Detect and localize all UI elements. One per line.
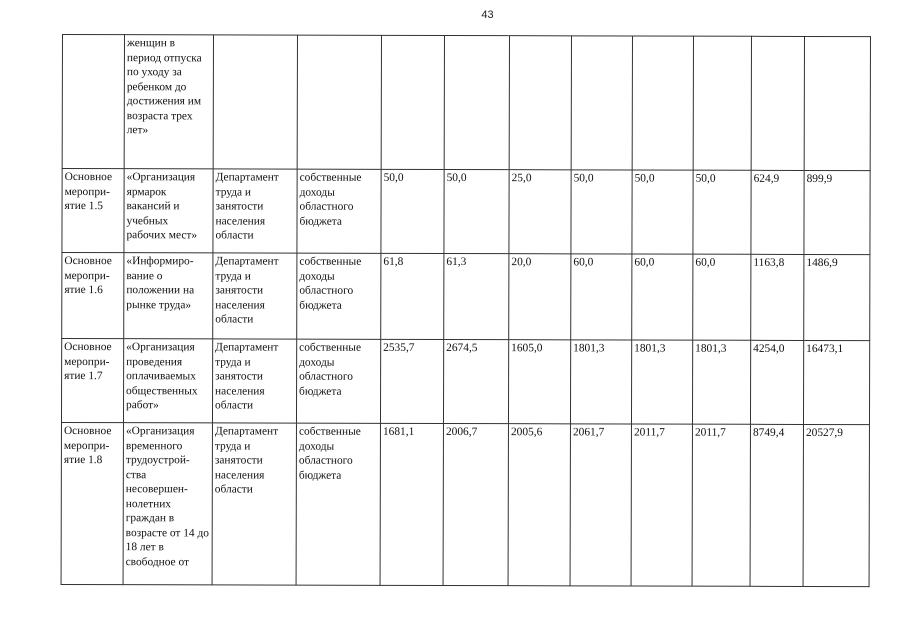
value-cell: 50,0 [381,169,444,253]
value-cell [804,36,870,170]
table-row [62,169,870,255]
value-cell: 60,0 [693,254,751,340]
value-cell: 60,0 [571,254,632,340]
activity-code-cell: Основное меропри-ятие 1.7 [61,339,123,423]
value-cell [381,35,444,169]
executor-cell: Департамент труда и занятости населения области [213,253,297,339]
value-cell [509,36,571,170]
value-cell: 60,0 [632,254,693,340]
value-cell: 1681,1 [380,423,443,585]
value-cell: 2011,7 [631,424,692,586]
value-cell: 2005,6 [508,424,570,586]
value-cell: 2535,7 [380,339,443,423]
activity-code-cell [62,35,124,169]
value-cell: 1801,3 [692,340,750,424]
funding-source-cell: собственные доходы областного бюджета [296,423,380,585]
funding-source-cell: собственные доходы областного бюджета [297,253,381,339]
activity-code-cell: Основное меропри-ятие 1.5 [62,169,124,253]
value-cell: 899,9 [804,170,870,254]
table-row [61,422,869,586]
activity-name-cell: «Информиро-вание о положении на рынке труда» [124,253,213,339]
activity-name-cell: «Организация временного трудоустрой-ства несовершен-нолетних граждан в возрасте от 14 до 18 лет в свободное от [123,423,212,585]
executor-cell [213,35,297,169]
table-row [61,339,869,425]
value-cell: 2674,5 [443,340,508,424]
value-cell: 624,9 [751,170,804,254]
activity-name-cell: «Организация проведения оплачиваемых общественных работ» [123,339,212,423]
value-cell: 2061,7 [570,424,631,586]
value-cell: 50,0 [444,170,509,254]
executor-cell: Департамент труда и занятости населения области [212,423,296,585]
value-cell: 61,8 [381,253,444,339]
value-cell: 1163,8 [751,254,804,340]
table-row [62,35,870,171]
value-cell: 20,0 [509,254,571,340]
value-cell: 50,0 [693,170,751,254]
value-cell: 1801,3 [631,340,692,424]
value-cell [632,36,693,170]
value-cell: 50,0 [571,170,632,254]
value-cell [571,36,632,170]
value-cell: 1486,9 [804,254,870,340]
value-cell: 2011,7 [692,424,750,586]
budget-table [61,34,871,587]
executor-cell: Департамент труда и занятости населения области [213,169,297,253]
executor-cell: Департамент труда и занятости населения области [212,339,296,423]
funding-source-cell: собственные доходы областного бюджета [297,169,381,253]
page-number: 43 [481,9,494,21]
activity-code-cell: Основное меропри-ятие 1.6 [62,253,124,339]
value-cell: 8749,4 [750,424,803,586]
activity-name-cell: женщин в период отпуска по уходу за ребенком до достижения им возраста трех лет» [124,35,213,169]
value-cell: 1605,0 [508,340,570,424]
table-row [62,253,870,341]
value-cell: 4254,0 [750,340,803,424]
value-cell: 50,0 [632,170,693,254]
funding-source-cell [297,35,381,169]
value-cell [693,36,751,170]
value-cell: 20527,9 [803,424,869,586]
value-cell [751,36,804,170]
value-cell: 61,3 [444,254,509,340]
funding-source-cell: собственные доходы областного бюджета [296,339,380,423]
value-cell: 25,0 [509,170,571,254]
value-cell: 2006,7 [443,424,508,586]
value-cell: 16473,1 [803,340,869,424]
value-cell: 1801,3 [570,340,631,424]
value-cell [444,36,509,170]
activity-name-cell: «Организация ярмарок вакансий и учебных рабочих мест» [124,169,213,253]
activity-code-cell: Основное меропри-ятие 1.8 [61,422,123,584]
